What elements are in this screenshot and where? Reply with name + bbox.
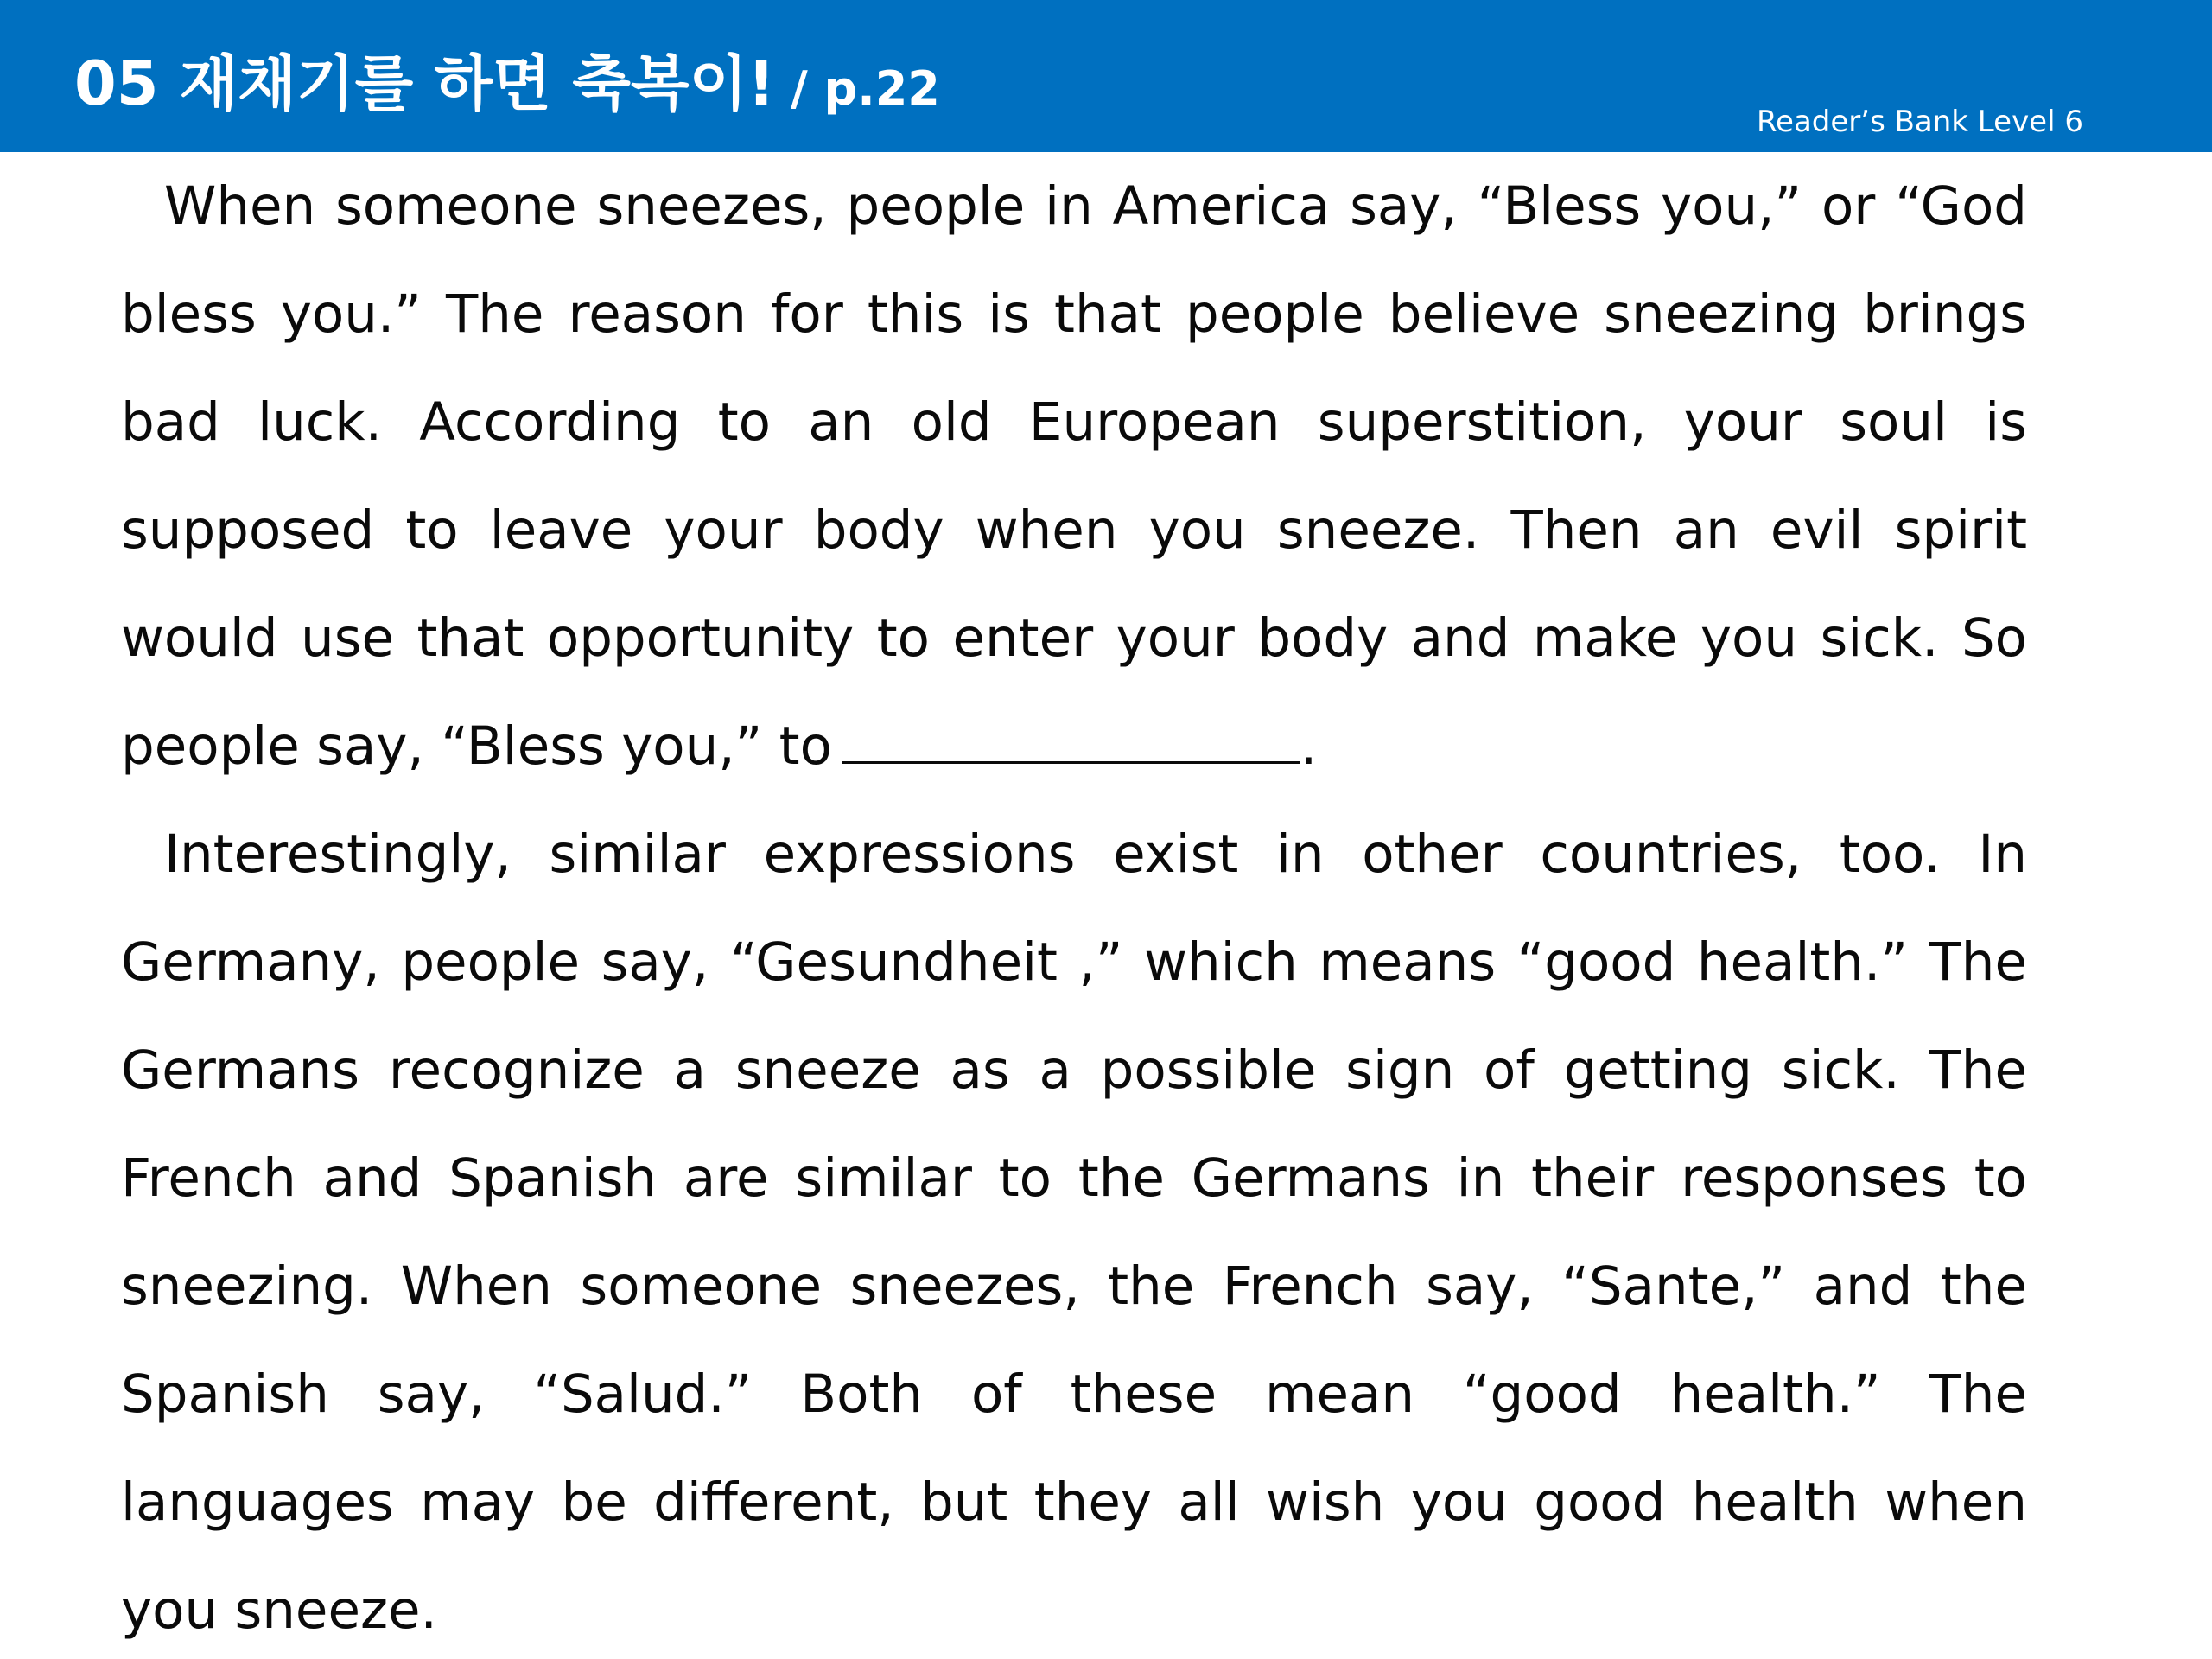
paragraph-1-text: When someone sneezes, people in America say, “Bless you,” or “God bless you.” The reason for this is that people believe sneezing brings bad luck. According to an old European superstition, your soul is supposed to leave your body when you sneeze. Then an evil spirit would use that opportunity to enter your body and make you sick. So people say, “Bless you,” to xyxy=(121,175,2027,777)
lesson-title-text: 05 재채기를 하면 축복이! xyxy=(74,48,776,119)
header-bar xyxy=(0,0,2212,152)
paragraph-2: Interestingly, similar expressions exist in other countries, too. In Germany, people say, “Gesundheit ,” which means “good health.” The Germans recognize a sneeze as a possible sign of getting sick. The French and Spanish are similar to the Germans in their responses to sneezing. When someone sneezes, the French say, “Sante,” and the Spanish say, “Salud.” Both of these mean “good health.” The languages may be different, but they all wish you good health when you sneeze. xyxy=(121,823,2027,1641)
paragraph-1 xyxy=(121,152,2027,800)
lesson-title xyxy=(74,48,940,119)
paragraph-1-end: . xyxy=(1300,715,1318,777)
reading-passage xyxy=(121,152,2027,1659)
page-reference: / p.22 xyxy=(791,61,940,116)
book-brand: Reader’s Bank Level 6 xyxy=(1756,105,2083,139)
answer-blank xyxy=(842,716,1300,764)
